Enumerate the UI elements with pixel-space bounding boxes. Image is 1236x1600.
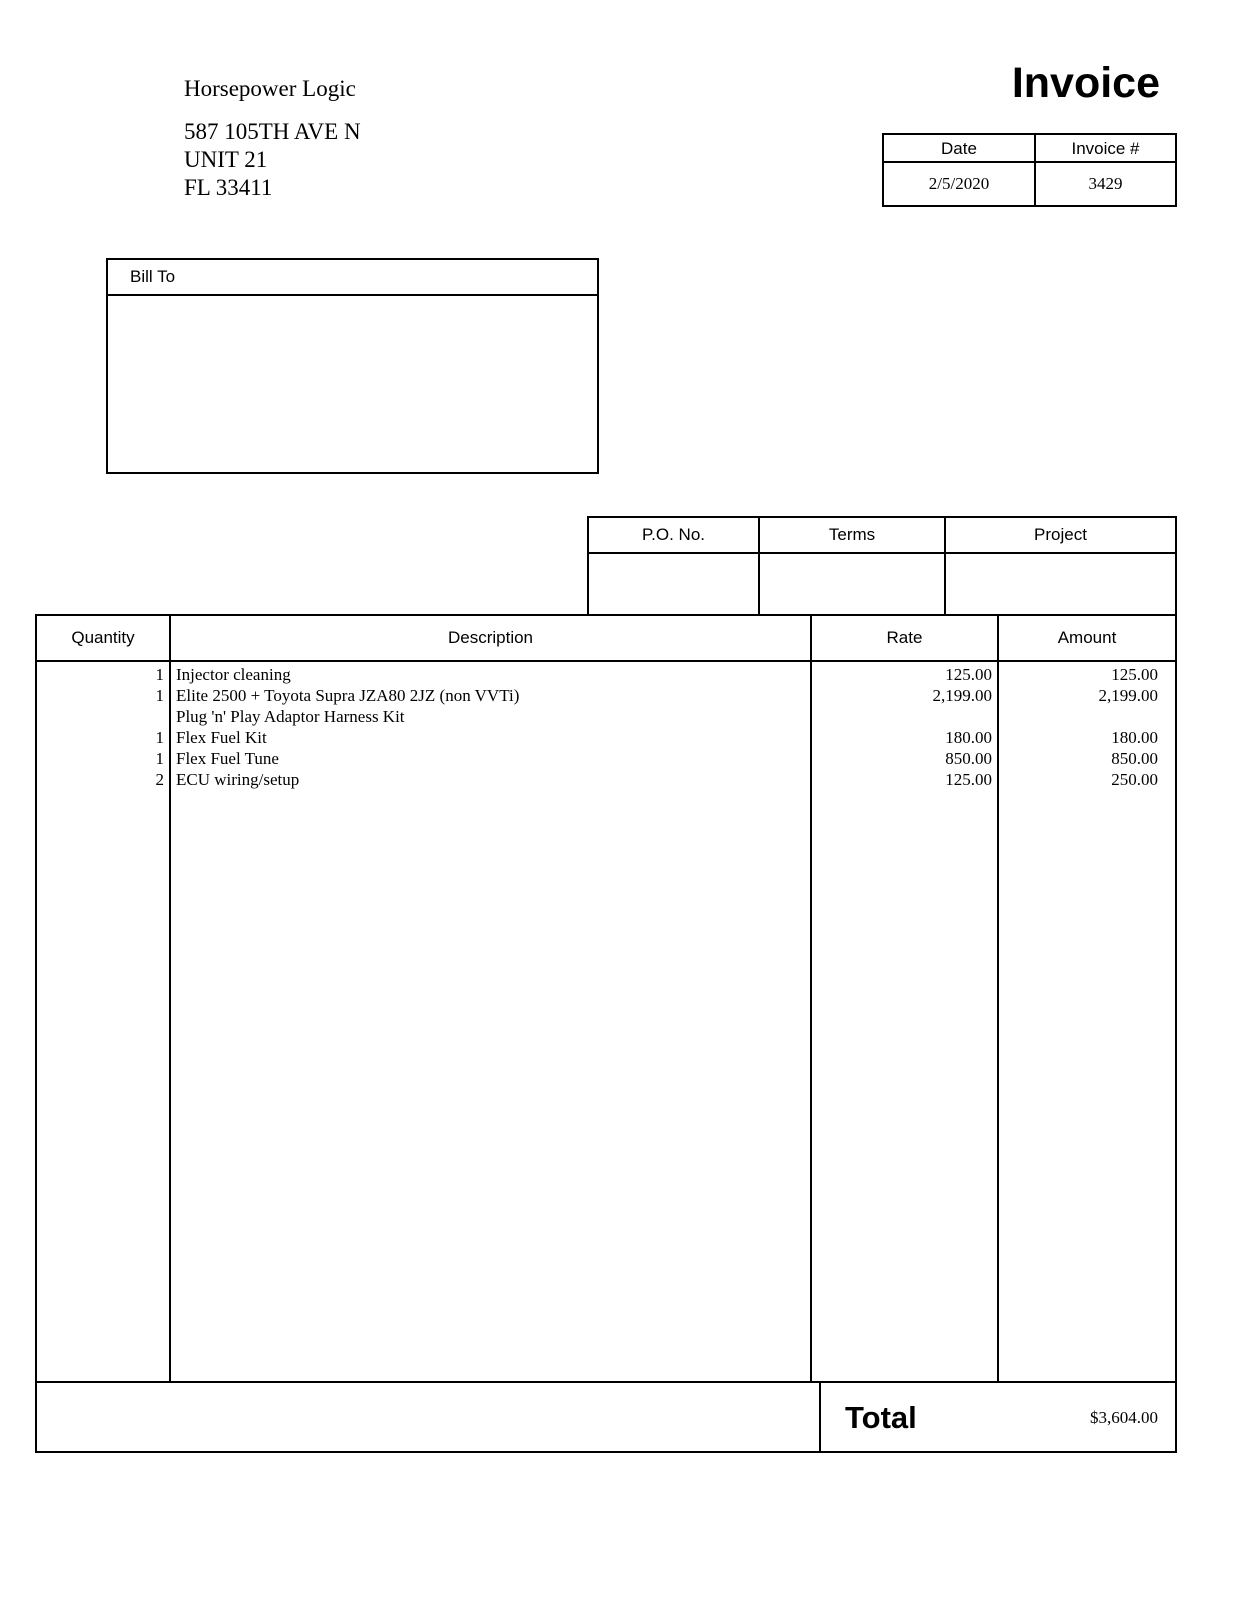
row-amount: 250.00: [1111, 770, 1158, 789]
address-line-3: FL 33411: [184, 175, 273, 200]
invoice-date: 2/5/2020: [928, 174, 990, 193]
row-quantity: 1: [155, 665, 164, 684]
terms-label: Terms: [828, 525, 876, 544]
table-row: [37, 706, 1175, 727]
address-line-1: 587 105TH AVE N: [184, 119, 361, 144]
company-name: Horsepower Logic: [184, 76, 356, 101]
rate-header: Rate: [886, 628, 923, 647]
company-address: [184, 118, 361, 202]
row-description: ECU wiring/setup: [176, 770, 300, 789]
row-description: Injector cleaning: [176, 665, 291, 684]
table-row: [37, 727, 1175, 748]
amount-header: Amount: [1057, 628, 1117, 647]
invoice-meta-box: [882, 133, 1177, 207]
order-info-box: [587, 516, 1177, 616]
address-line-2: UNIT 21: [184, 147, 268, 172]
row-rate: 125.00: [945, 770, 992, 789]
row-description: Elite 2500 + Toyota Supra JZA80 2JZ (non VVTi): [176, 686, 520, 705]
quantity-header: Quantity: [71, 628, 135, 647]
total-value: $3,604.00: [1090, 1408, 1158, 1427]
table-row: [37, 769, 1175, 790]
table-row: [37, 748, 1175, 769]
row-amount: 180.00: [1111, 728, 1158, 747]
bill-to-box: [106, 258, 599, 474]
row-quantity: 1: [155, 749, 164, 768]
row-amount: 2,199.00: [1098, 686, 1158, 705]
description-header: Description: [447, 628, 534, 647]
invoice-number-label: Invoice #: [1071, 139, 1140, 158]
table-row: [37, 664, 1175, 685]
invoice-number: 3429: [1088, 174, 1123, 193]
row-description: Flex Fuel Kit: [176, 728, 267, 747]
project-label: Project: [1034, 525, 1087, 544]
row-quantity: 1: [155, 728, 164, 747]
row-rate: 2,199.00: [932, 686, 992, 705]
row-description: Flex Fuel Tune: [176, 749, 279, 768]
bill-to-label: Bill To: [130, 267, 176, 286]
table-row: [37, 685, 1175, 706]
date-label: Date: [941, 139, 977, 158]
row-rate: 125.00: [945, 665, 992, 684]
line-items: [37, 664, 1175, 790]
total-label: Total: [845, 1400, 917, 1435]
row-amount: 850.00: [1111, 749, 1158, 768]
document-title: Invoice: [1011, 59, 1160, 107]
row-rate: 850.00: [945, 749, 992, 768]
po-number-label: P.O. No.: [642, 525, 705, 544]
row-rate: 180.00: [945, 728, 992, 747]
row-quantity: 2: [155, 770, 164, 789]
row-quantity: 1: [155, 686, 164, 705]
row-description: Plug 'n' Play Adaptor Harness Kit: [176, 707, 405, 726]
row-amount: 125.00: [1111, 665, 1158, 684]
line-items-table: [35, 614, 1177, 1453]
